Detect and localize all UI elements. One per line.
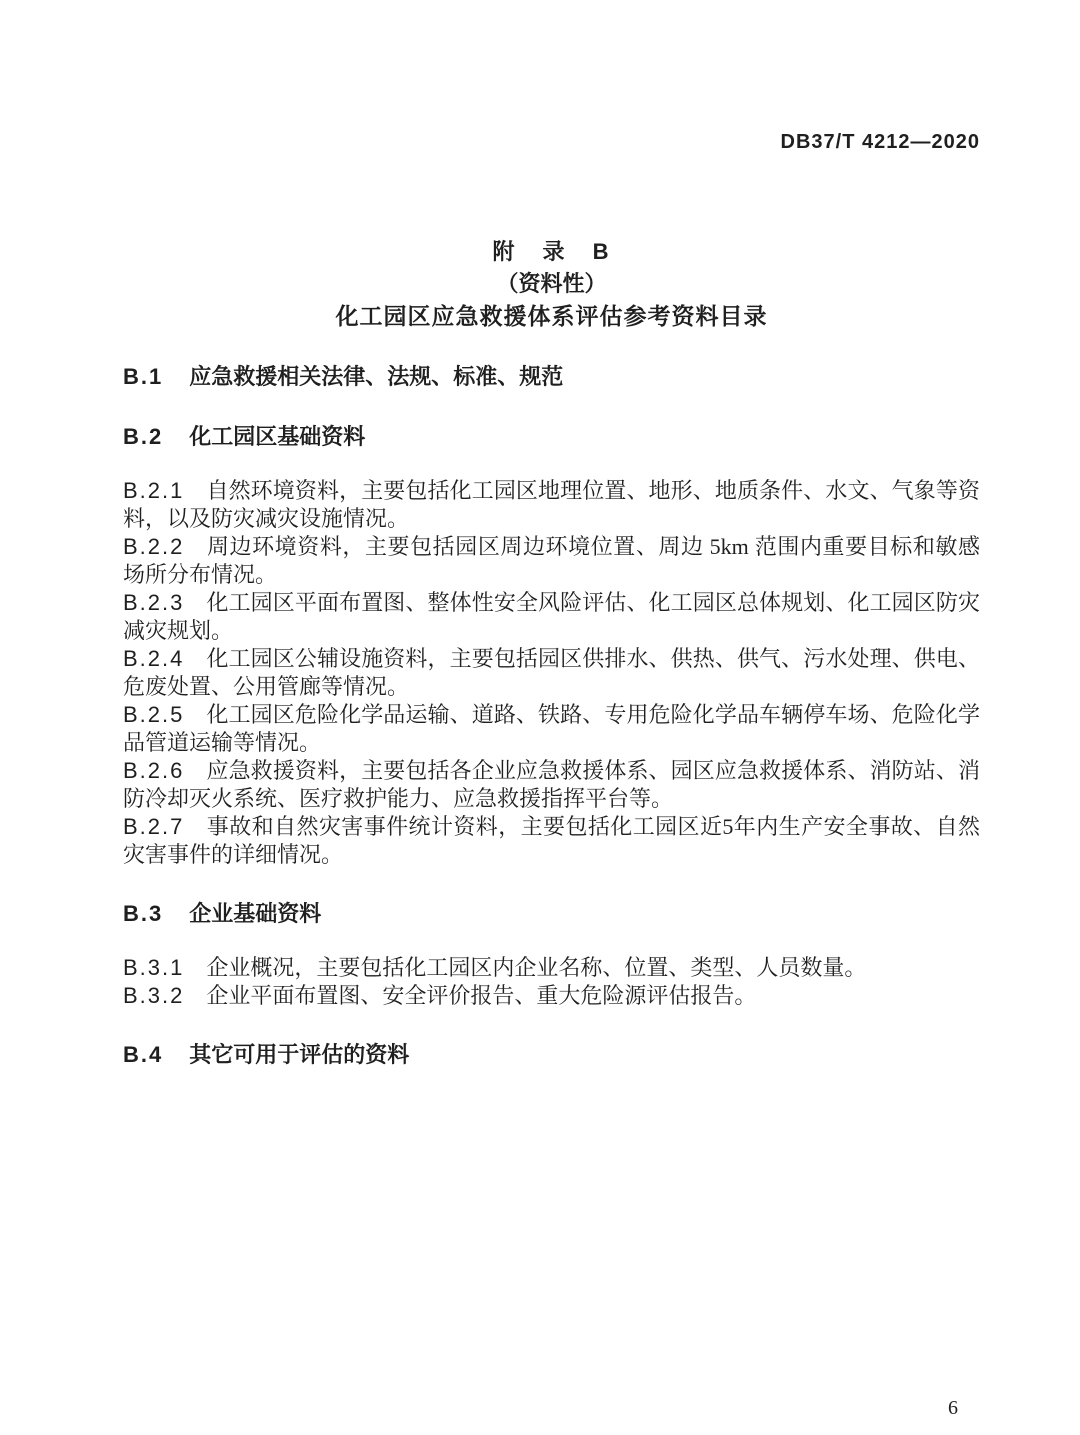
- page-number: 6: [948, 1397, 958, 1419]
- clause-b2-4: [123, 645, 980, 701]
- clause-text-b2-4: 化工园区公辅设施资料，主要包括园区供排水、供热、供气、污水处理、供电、危废处置、公用管廊等情况。: [123, 646, 980, 699]
- clause-id-b2-4: B.2.4: [123, 646, 185, 671]
- clause-b3-1: [123, 954, 980, 982]
- clause-text-b2-3: 化工园区平面布置图、整体性安全风险评估、化工园区总体规划、化工园区防灾减灾规划。: [123, 590, 980, 643]
- section-heading-b1: [123, 362, 980, 392]
- section-id-b1: B.1: [123, 364, 164, 389]
- section-heading-b4: [123, 1040, 980, 1070]
- clause-b2-6: [123, 757, 980, 813]
- clause-text-b2-1: 自然环境资料，主要包括化工园区地理位置、地形、地质条件、水文、气象等资料，以及防灾减灾设施情况。: [123, 478, 980, 531]
- clause-text-b2-7: 事故和自然灾害事件统计资料，主要包括化工园区近5年内生产安全事故、自然灾害事件的详细情况。: [123, 814, 980, 867]
- appendix-subject-title: 化工园区应急救援体系评估参考资料目录: [335, 303, 768, 329]
- clause-id-b3-2: B.3.2: [123, 983, 185, 1008]
- section-title-b4: 其它可用于评估的资料: [189, 1042, 410, 1067]
- clause-text-b2-2: 周边环境资料，主要包括园区周边环境位置、周边 5km 范围内重要目标和敏感场所分布情况。: [123, 534, 980, 587]
- appendix-type-label: （资料性）: [496, 271, 607, 296]
- clause-id-b2-7: B.2.7: [123, 814, 185, 839]
- section-title-b2: 化工园区基础资料: [189, 424, 366, 449]
- section-id-b3: B.3: [123, 901, 164, 926]
- clause-id-b2-5: B.2.5: [123, 702, 185, 727]
- section-title-b1: 应急救援相关法律、法规、标准、规范: [189, 364, 564, 389]
- clause-id-b2-2: B.2.2: [123, 534, 185, 559]
- clause-text-b3-2: 企业平面布置图、安全评价报告、重大危险源评估报告。: [206, 983, 757, 1008]
- clause-b2-3: [123, 589, 980, 645]
- clause-id-b2-6: B.2.6: [123, 758, 185, 783]
- clause-b2-2: [123, 533, 980, 589]
- clause-b3-2: [123, 982, 980, 1010]
- section-heading-b2: [123, 422, 980, 452]
- clause-id-b2-1: B.2.1: [123, 478, 185, 503]
- section-heading-b3: [123, 899, 980, 929]
- clause-text-b2-6: 应急救援资料，主要包括各企业应急救援体系、园区应急救援体系、消防站、消防冷却灭火系统、医疗救护能力、应急救援指挥平台等。: [123, 758, 980, 811]
- section-id-b4: B.4: [123, 1042, 164, 1067]
- appendix-title: 附 录 B: [492, 239, 611, 264]
- clause-text-b3-1: 企业概况，主要包括化工园区内企业名称、位置、类型、人员数量。: [206, 955, 867, 980]
- clause-b2-7: [123, 813, 980, 869]
- clause-id-b3-1: B.3.1: [123, 955, 185, 980]
- section-title-b3: 企业基础资料: [189, 901, 322, 926]
- clause-b2-5: [123, 701, 980, 757]
- clause-id-b2-3: B.2.3: [123, 590, 185, 615]
- standard-code-header: DB37/T 4212—2020: [780, 131, 980, 153]
- clause-b2-1: [123, 477, 980, 533]
- appendix-title-block: [123, 236, 980, 332]
- section-id-b2: B.2: [123, 424, 164, 449]
- clause-text-b2-5: 化工园区危险化学品运输、道路、铁路、专用危险化学品车辆停车场、危险化学品管道运输等情况。: [123, 702, 980, 755]
